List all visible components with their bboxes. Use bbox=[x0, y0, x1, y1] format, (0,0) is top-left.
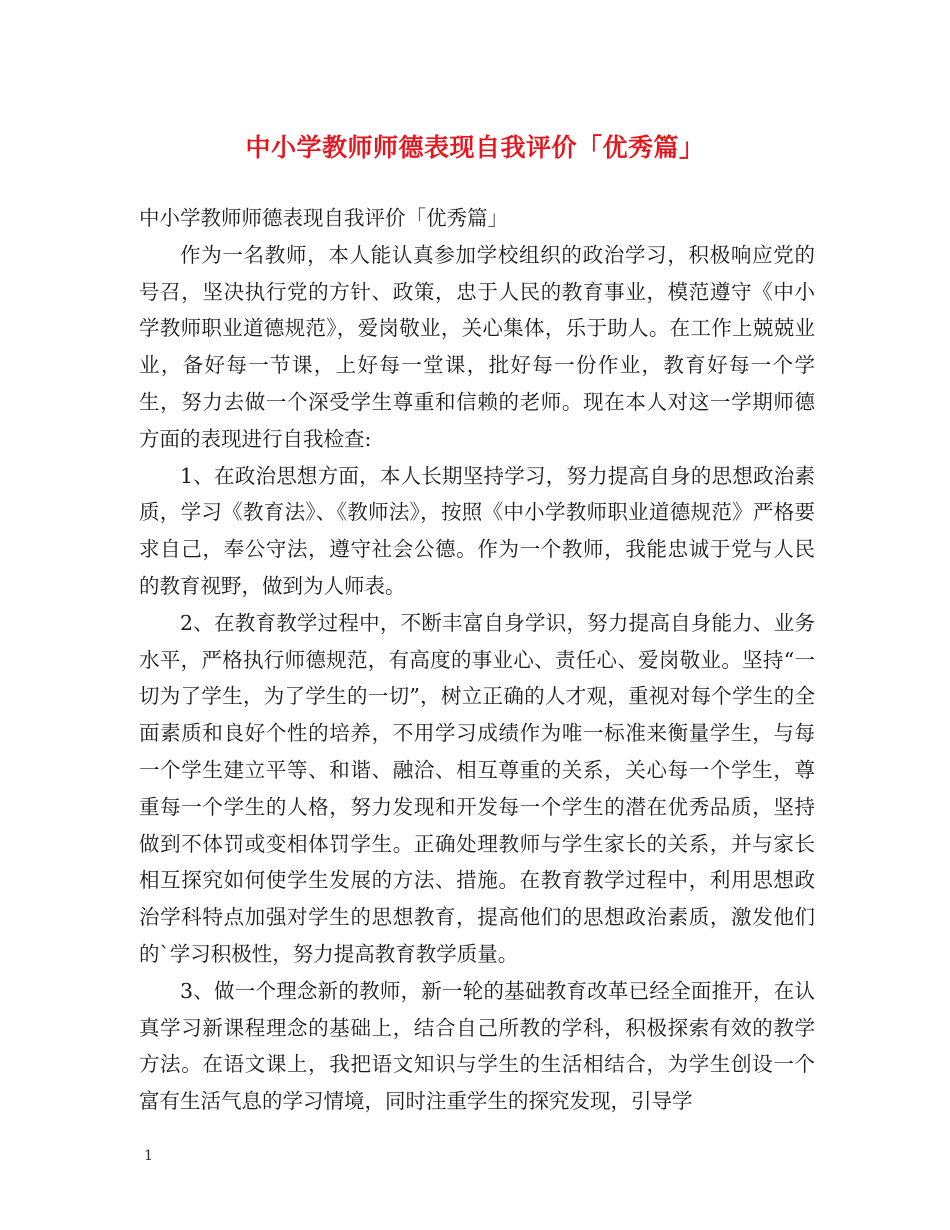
document-subtitle: 中小学教师师德表现自我评价「优秀篇」 bbox=[139, 206, 508, 230]
document-title: 中小学教师师德表现自我评价「优秀篇」 bbox=[245, 133, 705, 162]
paragraph-intro: 作为一名教师，本人能认真参加学校组织的政治学习，积极响应党的号召，坚决执行党的方针、政策，忠于人民的教育事业，模范遵守《中小学教师职业道德规范》，爱岗敬业，关心集体，乐于助人。在工作上兢兢业业，备好每一节课，上好每一堂课，批好每一份作业，教育好每一个学生，努力去做一个深受学生尊重和信赖的老师。现在本人对这一学期师德方面的表现进行自我检查: bbox=[139, 242, 815, 451]
paragraph-new-concept: 3、做一个理念新的教师，新一轮的基础教育改革已经全面推开，在认真学习新课程理念的基础上，结合自己所教的学科，积极探索有效的教学方法。在语文课上，我把语文知识与学生的生活相结合，为学生创设一个富有生活气息的学习情境，同时注重学生的探究发现，引导学 bbox=[139, 978, 815, 1114]
paragraph-political: 1、在政治思想方面，本人长期坚持学习，努力提高自身的思想政治素质，学习《教育法》、《教师法》，按照《中小学教师职业道德规范》严格要求自己，奉公守法，遵守社会公德。作为一个教师，我能忠诚于党与人民的教育视野，做到为人师表。 bbox=[139, 463, 815, 598]
paragraph-teaching: 2、在教育教学过程中，不断丰富自身学识，努力提高自身能力、业务水平，严格执行师德规范，有高度的事业心、责任心、爱岗敬业。坚持“一切为了学生，为了学生的一切”，树立正确的人才观，重视对每个学生的全面素质和良好个性的培养，不用学习成绩作为唯一标准来衡量学生，与每一个学生建立平等、和谐、融洽、相互尊重的关系，关心每一个学生，尊重每一个学生的人格，努力发现和开发每一个学生的潜在优秀品质，坚持做到不体罚或变相体罚学生。正确处理教师与学生家长的关系，并与家长相互探究如何使学生发展的方法、措施。在教育教学过程中，利用思想政治学科特点加强对学生的思想教育，提高他们的思想政治素质，激发他们的`学习积极性，努力提高教育教学质量。 bbox=[139, 610, 815, 966]
page-number: 1 bbox=[144, 1148, 153, 1164]
document-body bbox=[139, 200, 815, 1120]
